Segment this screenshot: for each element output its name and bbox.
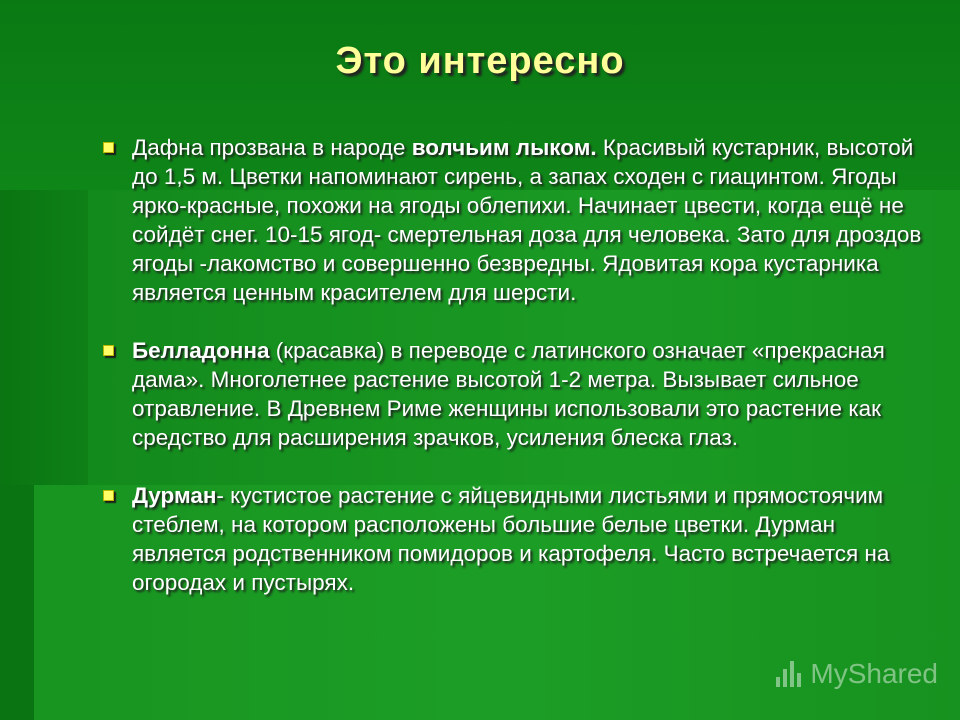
bullet-item-belladonna (103, 336, 923, 452)
background-left-shade-lower (0, 485, 34, 720)
bullet-text-post: Красивый кустарник, высотой до 1,5 м. Цветки напоминают сирень, а запах сходен с гиацинтом. Ягоды ярко-красные, похожи на ягоды облепихи. Начинает цвести, когда ещё не сойдёт снег. 10-15 ягод- смертельная доза для человека. Зато для дроздов ягоды -лакомство и совершенно безвредны. Ядовитая кора кустарника является ценным красителем для шерсти. (132, 135, 922, 305)
bullet-text-bold: Белладонна (132, 338, 270, 363)
bullet-square-icon (103, 142, 114, 153)
bullet-item-daphne (103, 133, 923, 307)
bullet-text-post: - кустистое растение с яйцевидными листьями и прямостоячим стеблем, на котором расположены большие белые цветки. Дурман является родственником помидоров и картофеля. Часто встречается на огородах и пустырях. (132, 483, 890, 595)
bullet-square-icon (103, 490, 114, 501)
myshared-logo-icon (774, 659, 804, 689)
watermark (774, 658, 938, 690)
slide-title: Это интересно (335, 40, 625, 82)
bullet-list (103, 133, 923, 597)
bullet-text-post: (красавка) в переводе с латинского означает «прекрасная дама». Многолетнее растение высотой 1-2 метра. Вызывает сильное отравление. В Древнем Риме женщины использовали это растение как средство для расширения зрачков, усиления блеска глаз. (132, 338, 885, 450)
bullet-item-datura (103, 481, 923, 597)
bullet-square-icon (103, 345, 114, 356)
bullet-text-bold: волчьим лыком. (411, 135, 597, 160)
watermark-text: MyShared (810, 658, 938, 689)
bullet-text-pre: Дафна прозвана в народе (132, 135, 412, 160)
bullet-text-bold: Дурман (132, 483, 217, 508)
